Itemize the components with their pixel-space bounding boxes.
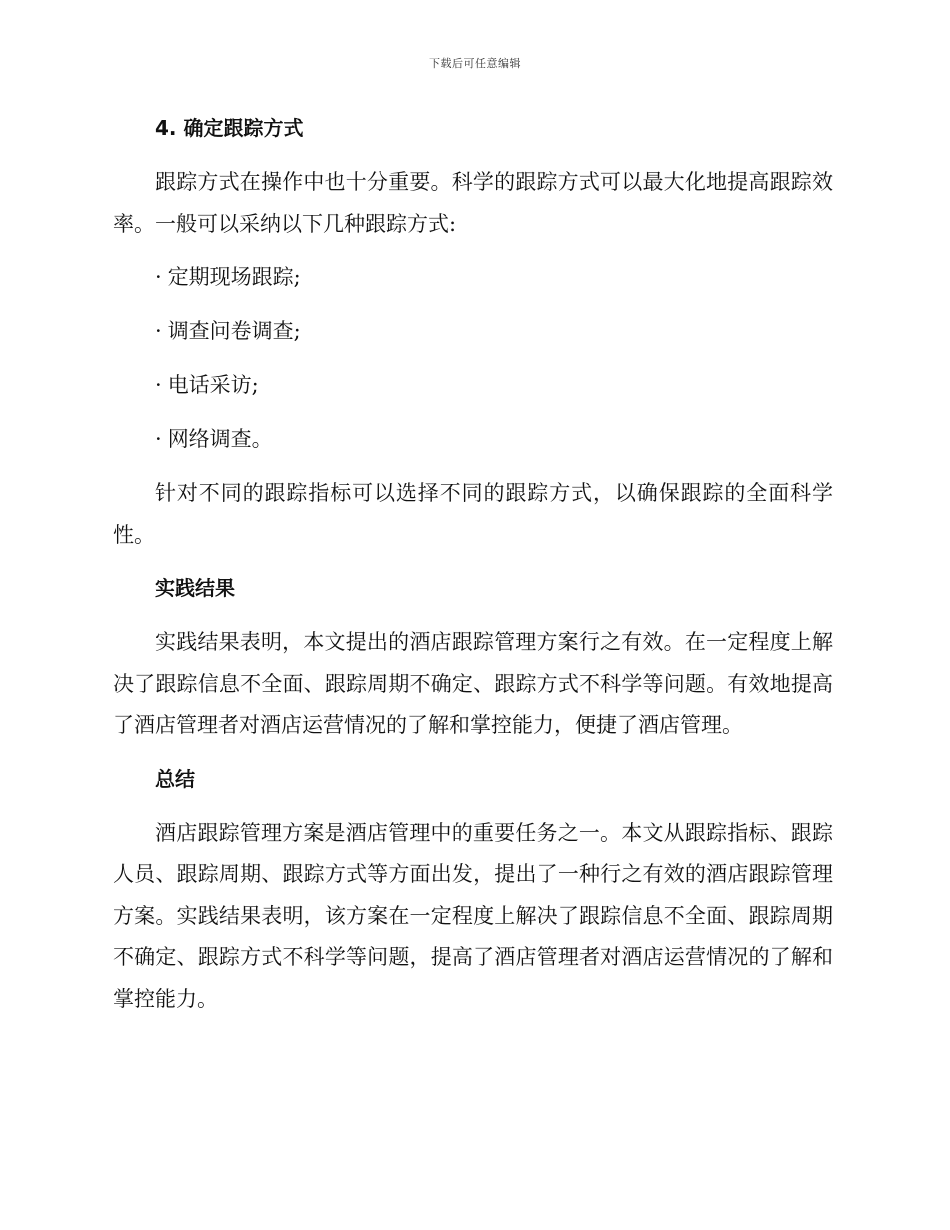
bullet-dot-icon: · — [155, 319, 162, 343]
heading-results: 实践结果 — [155, 576, 235, 600]
bullet-dot-icon: · — [155, 427, 162, 451]
list-item-text: 定期现场跟踪; — [167, 265, 301, 289]
paragraph-tracking-intro: 跟踪方式在操作中也十分重要。科学的跟踪方式可以最大化地提高跟踪效率。一般可以采纳以下几种跟踪方式: — [113, 170, 833, 236]
paragraph-tracking-conclusion: 针对不同的跟踪指标可以选择不同的跟踪方式，以确保跟踪的全面科学性。 — [113, 481, 833, 547]
list-item — [113, 419, 833, 460]
heading-summary: 总结 — [155, 766, 195, 791]
paragraph-results: 实践结果表明，本文提出的酒店跟踪管理方案行之有效。在一定程度上解决了跟踪信息不全面、跟踪周期不确定、跟踪方式不科学等问题。有效地提高了酒店管理者对酒店运营情况的了解和掌控能力，便捷了酒店管理。 — [113, 630, 833, 737]
heading-tracking-method: 4. 确定跟踪方式 — [155, 116, 304, 140]
bullet-dot-icon: · — [155, 373, 162, 397]
list-item-text: 网络调查。 — [167, 427, 273, 451]
list-item-text: 调查问卷调查; — [167, 319, 301, 343]
list-item-text: 电话采访; — [167, 373, 259, 397]
list-item — [113, 311, 833, 352]
bullet-dot-icon: · — [155, 265, 162, 289]
list-item — [113, 365, 833, 406]
paragraph-summary: 酒店跟踪管理方案是酒店管理中的重要任务之一。本文从跟踪指标、跟踪人员、跟踪周期、跟踪方式等方面出发，提出了一种行之有效的酒店跟踪管理方案。实践结果表明，该方案在一定程度上解决了跟踪信息不全面、跟踪周期不确定、跟踪方式不科学等问题，提高了酒店管理者对酒店运营情况的了解和掌控能力。 — [113, 820, 833, 1011]
document-content — [113, 108, 833, 1032]
list-item — [113, 257, 833, 298]
header-note: 下载后可任意编辑 — [429, 57, 521, 70]
